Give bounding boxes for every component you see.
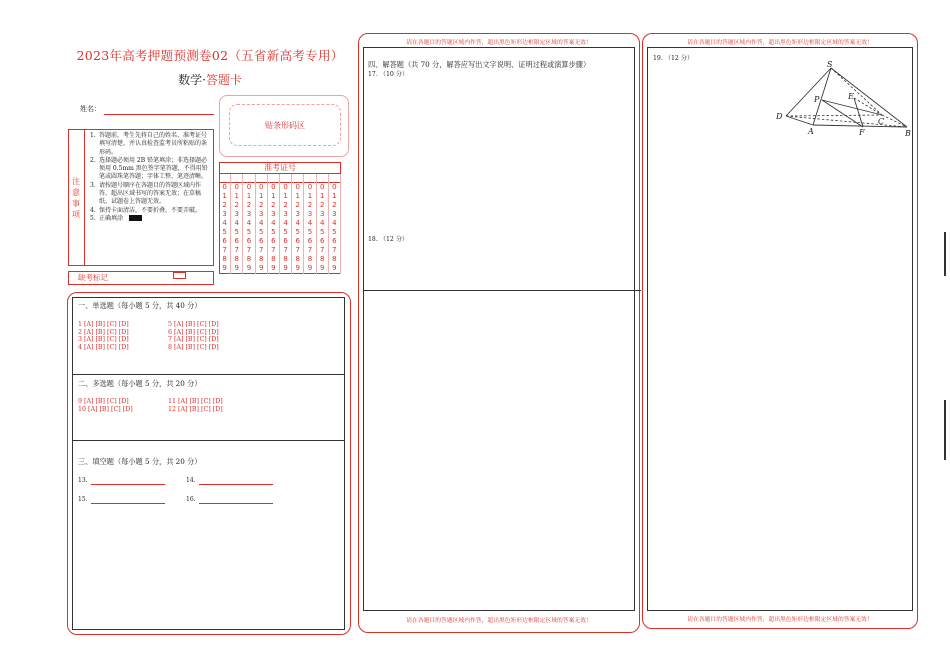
exam-id-digit-bubble[interactable]: 2 bbox=[283, 201, 288, 209]
exam-id-digit-bubble[interactable]: 5 bbox=[234, 228, 240, 236]
section3-title: 三、填空题（每小题 5 分，共 20 分） bbox=[78, 457, 202, 466]
page-subtitle bbox=[60, 71, 360, 88]
exam-id-digit-bubble[interactable]: 5 bbox=[222, 228, 227, 236]
label-f: F bbox=[859, 128, 865, 137]
exam-id-digit-bubble[interactable]: 1 bbox=[332, 192, 337, 200]
exam-id-title: 准考证号 bbox=[219, 162, 341, 174]
label-p: P bbox=[814, 95, 820, 104]
q17-label: 17. （10 分） bbox=[368, 71, 409, 78]
exam-id-write-cell[interactable] bbox=[268, 174, 280, 183]
exam-id-digit-column bbox=[256, 183, 268, 274]
exam-id-digit-column bbox=[304, 183, 316, 274]
label-a: A bbox=[808, 127, 814, 136]
exam-id-digit-bubble[interactable]: 2 bbox=[319, 201, 325, 209]
exam-id-digit-bubble[interactable]: 8 bbox=[295, 255, 301, 263]
middle-warning-top: 请在各题目的答题区域内作答，超出黑色矩形边框限定区域的答案无效！ bbox=[406, 40, 592, 46]
notice-item: 3. 请按题号顺序在各题目的答题区域内作答，超出区域书写的答案无效；在草稿纸、试题卷上答题无效。 bbox=[90, 181, 202, 206]
exam-id-digit-bubble[interactable]: 4 bbox=[271, 219, 276, 227]
exam-id-write-cell[interactable] bbox=[243, 174, 255, 183]
section-divider bbox=[72, 374, 345, 375]
edge-dc-dashed bbox=[786, 115, 882, 116]
section4-title: 四、解答题（共 70 分，解答应写出文字说明、证明过程或演算步骤） bbox=[368, 60, 591, 69]
exam-id-digit-bubble[interactable]: 4 bbox=[246, 219, 252, 227]
q19-pyramid-figure bbox=[770, 58, 918, 140]
exam-id-digit-bubble[interactable]: 6 bbox=[283, 237, 288, 245]
exam-id-digit-bubble[interactable]: 5 bbox=[319, 228, 325, 236]
label-d: D bbox=[776, 112, 783, 121]
exam-id-write-cell[interactable] bbox=[329, 174, 341, 183]
exam-id-digit-column bbox=[243, 183, 255, 274]
exam-id-write-cell[interactable] bbox=[304, 174, 316, 183]
exam-id-digit-bubble[interactable]: 8 bbox=[222, 255, 227, 263]
exam-id-digit-bubble[interactable]: 8 bbox=[332, 255, 337, 263]
exam-id-digit-bubble[interactable]: 6 bbox=[295, 237, 301, 245]
exam-id-digit-column bbox=[317, 183, 329, 274]
exam-id-digit-column bbox=[280, 183, 292, 274]
exam-id-digit-bubble[interactable]: 5 bbox=[258, 228, 264, 236]
exam-id-digit-bubble[interactable]: 5 bbox=[271, 228, 276, 236]
exam-id-digit-bubble[interactable]: 9 bbox=[283, 264, 288, 272]
blank-15-line[interactable] bbox=[91, 503, 165, 504]
exam-id-digit-bubble[interactable]: 7 bbox=[246, 246, 252, 254]
right-warning-bottom: 请在各题目的答题区域内作答，超出黑色矩形边框限定区域的答案无效！ bbox=[687, 617, 873, 623]
exam-id-digit-bubble[interactable]: 6 bbox=[271, 237, 276, 245]
exam-id-digit-bubble[interactable]: 3 bbox=[222, 210, 227, 218]
exam-id-digit-bubble[interactable]: 9 bbox=[307, 264, 313, 272]
edge-pc-solid bbox=[822, 100, 882, 115]
exam-id-digit-bubble[interactable]: 3 bbox=[319, 210, 325, 218]
exam-id-digit-bubble[interactable]: 3 bbox=[307, 210, 313, 218]
section-divider bbox=[72, 440, 345, 441]
exam-id-digit-bubble[interactable]: 9 bbox=[319, 264, 325, 272]
exam-id-digit-bubble[interactable]: 3 bbox=[271, 210, 276, 218]
exam-id-digit-bubble[interactable]: 3 bbox=[234, 210, 240, 218]
exam-id-digit-bubble[interactable]: 8 bbox=[234, 255, 240, 263]
section2-title: 二、多选题（每小题 5 分，共 20 分） bbox=[78, 379, 202, 388]
exam-id-digit-bubble[interactable]: 9 bbox=[271, 264, 276, 272]
exam-id-digit-bubble[interactable]: 7 bbox=[271, 246, 276, 254]
exam-id-digit-bubble[interactable]: 0 bbox=[319, 183, 325, 191]
exam-id-digit-bubble[interactable]: 6 bbox=[222, 237, 227, 245]
exam-id-digit-bubble[interactable]: 0 bbox=[295, 183, 301, 191]
exam-id-digit-bubble[interactable]: 0 bbox=[246, 183, 252, 191]
exam-id-digit-bubble[interactable]: 5 bbox=[283, 228, 288, 236]
name-label: 姓名： bbox=[80, 105, 101, 113]
exam-id-digit-bubble[interactable]: 8 bbox=[271, 255, 276, 263]
exam-id-digit-bubble[interactable]: 1 bbox=[319, 192, 325, 200]
exam-id-digit-bubble[interactable]: 0 bbox=[258, 183, 264, 191]
exam-id-digit-bubble[interactable]: 8 bbox=[258, 255, 264, 263]
exam-id-digit-bubble[interactable]: 7 bbox=[319, 246, 325, 254]
exam-id-digit-bubble[interactable]: 0 bbox=[222, 183, 227, 191]
section1-right-options[interactable]: 5 [A] [B] [C] [D] 6 [A] [B] [C] [D] 7 [A] [B] [C] [D] 8 [A] [B] [C] [D] bbox=[168, 321, 219, 351]
exam-id-write-cell[interactable] bbox=[317, 174, 329, 183]
exam-id-digit-bubble[interactable]: 1 bbox=[222, 192, 227, 200]
exam-id-digit-bubble[interactable]: 0 bbox=[332, 183, 337, 191]
exam-id-digit-bubble[interactable]: 6 bbox=[246, 237, 252, 245]
fill-sample-mark bbox=[129, 215, 142, 221]
exam-id-digit-bubble[interactable]: 7 bbox=[332, 246, 337, 254]
exam-id-digit-bubble[interactable]: 6 bbox=[234, 237, 240, 245]
exam-id-digit-bubble[interactable]: 3 bbox=[258, 210, 264, 218]
absent-mark-checkbox[interactable] bbox=[173, 272, 186, 279]
exam-id-digit-bubble[interactable]: 1 bbox=[307, 192, 313, 200]
exam-id-digit-bubble[interactable]: 7 bbox=[283, 246, 288, 254]
notice-list bbox=[90, 132, 212, 223]
exam-id-digit-bubble[interactable]: 2 bbox=[332, 201, 337, 209]
exam-id-digit-bubble[interactable]: 9 bbox=[258, 264, 264, 272]
exam-id-digit-bubble[interactable]: 2 bbox=[258, 201, 264, 209]
exam-id-digit-bubble[interactable]: 4 bbox=[295, 219, 301, 227]
q18-label: 18. （12 分） bbox=[368, 236, 409, 243]
label-b: B bbox=[905, 129, 911, 138]
exam-id-digit-bubble[interactable]: 8 bbox=[307, 255, 313, 263]
exam-id-digit-bubble[interactable]: 0 bbox=[307, 183, 313, 191]
notice-item: 4. 保持卡面清洁，不要折叠、不要弄破。 bbox=[90, 206, 202, 214]
exam-id-digit-bubble[interactable]: 6 bbox=[319, 237, 325, 245]
name-input-line[interactable] bbox=[104, 114, 214, 115]
exam-id-digit-bubble[interactable]: 0 bbox=[234, 183, 240, 191]
exam-id-digit-bubble[interactable]: 2 bbox=[307, 201, 313, 209]
page-title: 2023年高考押题预测卷02（五省新高考专用） bbox=[76, 48, 344, 63]
exam-id-digit-bubble[interactable]: 4 bbox=[332, 219, 337, 227]
absent-mark-label: 缺考标记 bbox=[78, 273, 108, 282]
exam-id-digit-bubble[interactable]: 3 bbox=[332, 210, 337, 218]
card-type-label: 答题卡 bbox=[205, 73, 242, 87]
exam-id-write-cell[interactable] bbox=[219, 174, 231, 183]
exam-id-write-cell[interactable] bbox=[256, 174, 268, 183]
exam-id-digit-column bbox=[292, 183, 304, 274]
notice-item: 5. 正确填涂 bbox=[90, 215, 212, 223]
exam-id-digit-bubble[interactable]: 5 bbox=[332, 228, 337, 236]
exam-id-digit-bubble[interactable]: 3 bbox=[283, 210, 288, 218]
exam-id-digit-bubble[interactable]: 4 bbox=[283, 219, 288, 227]
exam-id-digit-bubble[interactable]: 8 bbox=[283, 255, 288, 263]
subject-label: 数学· bbox=[178, 73, 206, 87]
exam-id-digit-bubble[interactable]: 5 bbox=[246, 228, 252, 236]
barcode-label: 贴条形码区 bbox=[229, 104, 341, 146]
exam-id-digit-bubble[interactable]: 0 bbox=[283, 183, 288, 191]
label-e: E bbox=[848, 92, 854, 101]
exam-id-digit-bubble[interactable]: 1 bbox=[234, 192, 240, 200]
section1-left-options[interactable]: 1 [A] [B] [C] [D] 2 [A] [B] [C] [D] 3 [A] [B] [C] [D] 4 [A] [B] [C] [D] bbox=[78, 321, 129, 351]
exam-id-digit-bubble[interactable]: 4 bbox=[222, 219, 227, 227]
exam-id-digit-bubble[interactable]: 4 bbox=[319, 219, 325, 227]
exam-id-digit-column bbox=[268, 183, 280, 274]
exam-id-digit-bubble[interactable]: 1 bbox=[295, 192, 301, 200]
blank-14-label: 14. bbox=[186, 477, 196, 484]
exam-id-digit-bubble[interactable]: 5 bbox=[295, 228, 301, 236]
exam-id-digit-column bbox=[231, 183, 243, 274]
exam-id-digit-bubble[interactable]: 2 bbox=[271, 201, 276, 209]
exam-id-digit-bubble[interactable]: 6 bbox=[258, 237, 264, 245]
section1-title: 一、单选题（每小题 5 分，共 40 分） bbox=[78, 301, 202, 310]
right-warning-top: 请在各题目的答题区域内作答，超出黑色矩形边框限定区域的答案无效！ bbox=[687, 40, 873, 46]
exam-id-digit-bubble[interactable]: 2 bbox=[234, 201, 240, 209]
exam-id-digit-bubble[interactable]: 8 bbox=[319, 255, 325, 263]
exam-id-digit-bubble[interactable]: 6 bbox=[307, 237, 313, 245]
edge-sd bbox=[786, 68, 831, 116]
middle-warning-bottom: 请在各题目的答题区域内作答，超出黑色矩形边框限定区域的答案无效！ bbox=[406, 618, 592, 624]
exam-id-digit-bubble[interactable]: 1 bbox=[246, 192, 252, 200]
notice-item: 1. 答题前，考生先将自己的姓名、准考证号填写清楚，并认真检查监考员所粘贴的条形码。 bbox=[90, 132, 208, 156]
exam-id-digit-bubble[interactable]: 7 bbox=[222, 246, 227, 254]
exam-id-digit-bubble[interactable]: 9 bbox=[332, 264, 337, 272]
label-c: C bbox=[878, 117, 885, 126]
exam-id-digit-bubble[interactable]: 5 bbox=[307, 228, 313, 236]
exam-id-digit-column bbox=[329, 183, 341, 274]
notice-item: 2. 选择题必须用 2B 铅笔填涂；非选择题必须用 0.5mm 黑色签字笔答题，不得用铅笔或圆珠笔答题；字体工整、笔迹清晰。 bbox=[90, 156, 208, 181]
exam-id-digit-bubble[interactable]: 2 bbox=[295, 201, 301, 209]
blank-13-line[interactable] bbox=[91, 484, 165, 485]
label-s: S bbox=[827, 60, 833, 69]
exam-id-digit-bubble[interactable]: 7 bbox=[258, 246, 264, 254]
blank-13-label: 13. bbox=[78, 477, 88, 484]
exam-id-digit-bubble[interactable]: 1 bbox=[258, 192, 264, 200]
exam-id-digit-bubble[interactable]: 9 bbox=[234, 264, 240, 272]
exam-id-write-cell[interactable] bbox=[231, 174, 243, 183]
exam-id-digit-bubble[interactable]: 9 bbox=[295, 264, 301, 272]
exam-id-digit-bubble[interactable]: 7 bbox=[234, 246, 240, 254]
exam-id-write-cell[interactable] bbox=[280, 174, 292, 183]
exam-id-digit-bubble[interactable]: 2 bbox=[222, 201, 227, 209]
exam-id-write-cell[interactable] bbox=[292, 174, 304, 183]
blank-15-label: 15. bbox=[78, 496, 88, 503]
section2-left-options[interactable]: 9 [A] [B] [C] [D] 10 [A] [B] [C] [D] bbox=[78, 398, 133, 413]
edge-sb bbox=[831, 68, 907, 127]
edge-pf bbox=[822, 100, 863, 127]
exam-id-digit-bubble[interactable]: 6 bbox=[332, 237, 337, 245]
section2-right-options[interactable]: 11 [A] [B] [C] [D] 12 [A] [B] [C] [D] bbox=[168, 398, 223, 413]
page-edge-mark bbox=[944, 400, 946, 460]
edge-sc-dashed bbox=[831, 68, 882, 115]
exam-id-digit-bubble[interactable]: 3 bbox=[246, 210, 252, 218]
exam-id-digit-bubble[interactable]: 4 bbox=[307, 219, 313, 227]
exam-id-digit-bubble[interactable]: 4 bbox=[234, 219, 240, 227]
exam-id-digit-bubble[interactable]: 1 bbox=[283, 192, 288, 200]
q19-label: 19. （12 分） bbox=[653, 55, 694, 62]
exam-id-digit-bubble[interactable]: 4 bbox=[258, 219, 264, 227]
notice-label: 注 意 事 项 bbox=[68, 129, 85, 266]
exam-id-digit-bubble[interactable]: 7 bbox=[295, 246, 301, 254]
exam-id-digit-column bbox=[219, 183, 231, 274]
blank-16-line[interactable] bbox=[199, 503, 273, 504]
exam-id-digit-bubble[interactable]: 0 bbox=[271, 183, 276, 191]
exam-id-digit-bubble[interactable]: 1 bbox=[271, 192, 276, 200]
q18-divider bbox=[363, 290, 641, 291]
exam-id-digit-bubble[interactable]: 9 bbox=[246, 264, 252, 272]
exam-id-digit-bubble[interactable]: 3 bbox=[295, 210, 301, 218]
exam-id-digit-bubble[interactable]: 2 bbox=[246, 201, 252, 209]
blank-16-label: 16. bbox=[186, 496, 196, 503]
blank-14-line[interactable] bbox=[199, 484, 273, 485]
exam-id-digit-bubble[interactable]: 9 bbox=[222, 264, 227, 272]
exam-id-digit-bubble[interactable]: 8 bbox=[246, 255, 252, 263]
page-edge-mark bbox=[944, 232, 946, 276]
middle-answer-box[interactable] bbox=[363, 47, 635, 611]
exam-id-digit-bubble[interactable]: 7 bbox=[307, 246, 313, 254]
